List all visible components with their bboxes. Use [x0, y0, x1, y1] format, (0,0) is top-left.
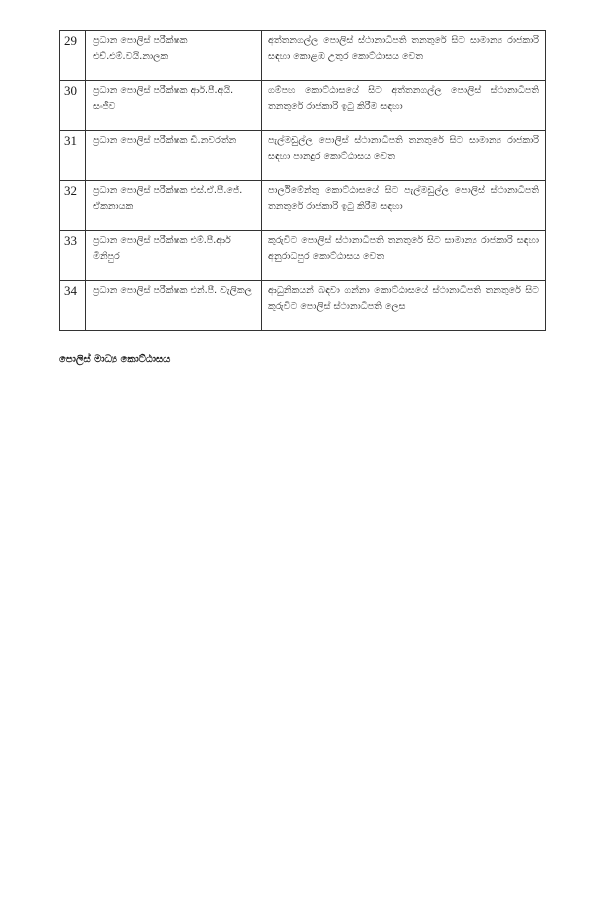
transfer-description: අත්තනගල්ල පොලිස් ස්ථානාධිපති තනතුරේ සිට සාමාන්‍ය රාජකාරි සඳහා කොළඹ උතුර කොට්ඨාසය වෙත	[262, 31, 546, 81]
table-row	[60, 181, 546, 231]
table-row	[60, 31, 546, 81]
officer-name: ප්‍රධාන පොලිස් පරීක්ෂක එන්.පී. වැලිකල	[86, 281, 262, 331]
row-number: 32	[60, 181, 86, 231]
row-number: 29	[60, 31, 86, 81]
transfer-description: පැල්මඩුල්ල පොලිස් ස්ථානාධිපති තනතුරේ සිට සාමාන්‍ය රාජකාරි සඳහා පානදුර කොට්ඨාසය වෙත	[262, 131, 546, 181]
officer-name: ප්‍රධාන පොලිස් පරීක්ෂක එච්.එම්.වයි.නාලක	[86, 31, 262, 81]
table-row	[60, 281, 546, 331]
row-number: 34	[60, 281, 86, 331]
row-number: 30	[60, 81, 86, 131]
transfer-description: ගම්පහ කොට්ඨාසයේ සිට අත්තනගල්ල පොලිස් ස්ථානාධිපති තනතුරේ රාජකාරි ඉටු කිරීම සඳහා	[262, 81, 546, 131]
table-row	[60, 131, 546, 181]
table-row	[60, 81, 546, 131]
officer-name: ප්‍රධාන පොලිස් පරීක්ෂක එම්.පී.ආර් මිනිපුර	[86, 231, 262, 281]
row-number: 31	[60, 131, 86, 181]
transfer-description: ආධුනිකයන් බඳවා ගන්නා කොට්ඨාසයේ ස්ථානාධිපති තනතුරේ සිට කුරුවිට පොලිස් ස්ථානාධිපති ලෙස	[262, 281, 546, 331]
table-row	[60, 231, 546, 281]
officer-name: ප්‍රධාන පොලිස් පරීක්ෂක ආර්.පී.අයි. සංජීව	[86, 81, 262, 131]
officer-name: ප්‍රධාන පොලිස් පරීක්ෂක ඩී.නවරත්න	[86, 131, 262, 181]
department-signature-heading: පොලිස් මාධ්‍ය කොට්ඨාසය	[59, 354, 171, 365]
transfer-description: කුරුවිට පොලිස් ස්ථානාධිපති තනතුරේ සිට සාමාන්‍ය රාජකාරි සඳහා අනුරාධපුර කොට්ඨාසය වෙත	[262, 231, 546, 281]
officer-name: ප්‍රධාන පොලිස් පරීක්ෂක එස්.ඒ.පී.ජේ. ඒකනායක	[86, 181, 262, 231]
row-number: 33	[60, 231, 86, 281]
transfer-description: පාර්ලිමේන්තු කොට්ඨාසයේ සිට පැල්මඩුල්ල පොලිස් ස්ථානාධිපති තනතුරේ රාජකාරි ඉටු කිරීම සඳහා	[262, 181, 546, 231]
transfer-table	[59, 30, 546, 331]
